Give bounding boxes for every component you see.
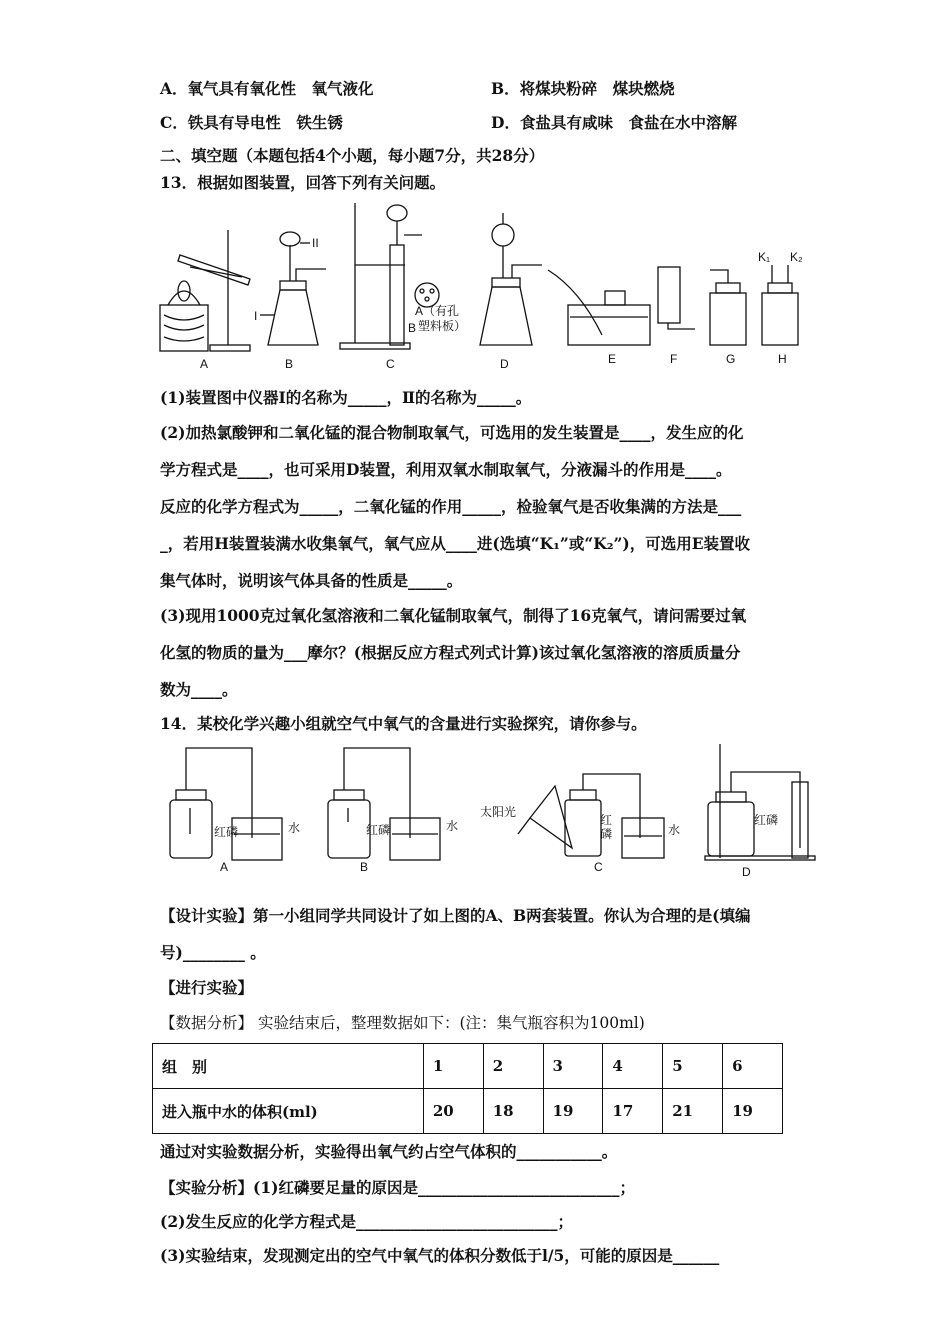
option-d: D．食盐具有咸味 食盐在水中溶解 xyxy=(491,113,737,132)
table-group: 2 xyxy=(483,1044,543,1089)
q13-part2-line1: (2)加热氯酸钾和二氧化锰的混合物制取氧气，可选用的发生装置是____，发生应的化 xyxy=(160,423,744,442)
table-group: 4 xyxy=(603,1044,663,1089)
c-red: 红 xyxy=(600,813,613,827)
table-group: 6 xyxy=(723,1044,783,1089)
q13-stem: 13．根据如图装置，回答下列有关问题。 xyxy=(160,173,446,192)
label-a: A xyxy=(200,357,209,371)
apparatus-h xyxy=(762,265,798,345)
c-water: 水 xyxy=(668,823,681,837)
label-k2: K₂ xyxy=(790,250,803,264)
q13-part3-line1: (3)现用1000克过氧化氢溶液和二氧化锰制取氧气，制得了16克氧气，请问需要过氧 xyxy=(160,606,747,625)
table-value: 19 xyxy=(543,1089,603,1134)
label-c: C xyxy=(386,357,395,371)
option-c: C．铁具有导电性 铁生锈 xyxy=(160,113,343,132)
setup-c-label: C xyxy=(594,860,603,874)
label-roman1: I xyxy=(254,309,258,323)
table-group: 3 xyxy=(543,1044,603,1089)
q13-part3-line2: 化氢的物质的量为___摩尔？(根据反应方程式列式计算)该过氧化氢溶液的溶质质量分 xyxy=(160,643,741,662)
label-roman2: II xyxy=(312,236,319,250)
b-red-p: 红磷 xyxy=(366,823,391,837)
conduct-heading: 【进行实验】 xyxy=(160,978,254,997)
table-value: 18 xyxy=(483,1089,543,1134)
q13-apparatus-figure xyxy=(150,195,820,375)
apparatus-f xyxy=(658,267,695,329)
q13-part2-line4: _，若用H装置装满水收集氧气，氧气应从____进(选填“K₁”或“K₂”)，可选用E装置收 xyxy=(160,534,751,553)
label-c-plate: 塑料板） xyxy=(418,319,467,333)
label-c-b: B xyxy=(408,321,417,335)
apparatus-e xyxy=(548,270,650,345)
design-line1: 【设计实验】第一小组同学共同设计了如上图的A、B两套装置。你认为合理的是(填编 xyxy=(160,906,751,925)
table-header-label: 组 别 xyxy=(153,1044,424,1089)
q14-stem: 14．某校化学兴趣小组就空气中氧气的含量进行实验探究，请你参与。 xyxy=(160,714,647,733)
q13-part3-line3: 数为____。 xyxy=(160,680,238,699)
analysis-line xyxy=(160,1013,645,1033)
table-value: 19 xyxy=(723,1089,783,1134)
table-row-label: 进入瓶中水的体积(ml) xyxy=(153,1089,424,1134)
c-sunlight: 太阳光 xyxy=(480,805,517,819)
setup-d-label: D xyxy=(742,865,751,878)
label-k1: K₁ xyxy=(758,250,771,264)
option-a: A．氧气具有氧化性 氧气液化 xyxy=(160,79,374,98)
option-b: B．将煤块粉碎 煤块燃烧 xyxy=(491,79,675,98)
exp-analysis-2: (2)发生反应的化学方程式是__________________________； xyxy=(160,1212,573,1231)
label-c-a: A（有孔 xyxy=(415,304,460,318)
analysis-label: 【数据分析】 xyxy=(160,1014,254,1032)
label-b: B xyxy=(285,357,294,371)
design-line2: 号)________ 。 xyxy=(160,943,266,962)
label-d: D xyxy=(500,357,509,371)
setup-a-label: A xyxy=(220,860,229,874)
exp-analysis-1: 【实验分析】(1)红磷要足量的原因是__________________________； xyxy=(160,1178,635,1197)
q13-part2-line5: 集气体时，说明该气体具备的性质是_____。 xyxy=(160,571,463,590)
setup-d xyxy=(705,744,815,860)
section-heading: 二、填空题（本题包括4个小题，每小题7分，共28分） xyxy=(160,146,545,165)
a-red-p: 红磷 xyxy=(214,825,239,839)
table-group: 5 xyxy=(663,1044,723,1089)
d-red-p: 红磷 xyxy=(754,813,779,827)
apparatus-a xyxy=(160,230,250,351)
label-e: E xyxy=(608,352,617,366)
table-group: 1 xyxy=(423,1044,483,1089)
data-table xyxy=(152,1043,783,1134)
setup-c xyxy=(518,774,664,858)
q13-part1: (1)装置图中仪器Ⅰ的名称为_____，Ⅱ的名称为_____。 xyxy=(160,388,532,407)
label-g: G xyxy=(726,352,736,366)
setup-b-label: B xyxy=(360,860,369,874)
b-water: 水 xyxy=(446,819,459,833)
table-row-values xyxy=(153,1089,783,1134)
q13-part2-line3: 反应的化学方程式为_____，二氧化锰的作用_____，检验氧气是否收集满的方法是___ xyxy=(160,497,742,516)
setup-a xyxy=(170,748,282,860)
table-value: 21 xyxy=(663,1089,723,1134)
analysis-text: 实验结束后，整理数据如下：(注：集气瓶容积为100ml) xyxy=(253,1014,645,1032)
label-f: F xyxy=(670,352,678,366)
q14-apparatus-figure xyxy=(160,738,825,878)
label-h: H xyxy=(778,352,787,366)
q13-part2-line2: 学方程式是____，也可采用D装置，利用双氧水制取氧气，分液漏斗的作用是____。 xyxy=(160,460,732,479)
exp-analysis-3: (3)实验结束，发现测定出的空气中氧气的体积分数低于l/5，可能的原因是______ xyxy=(160,1246,720,1265)
table-value: 17 xyxy=(603,1089,663,1134)
setup-b xyxy=(328,748,440,860)
table-row-header xyxy=(153,1044,783,1089)
table-value: 20 xyxy=(423,1089,483,1134)
a-water: 水 xyxy=(288,821,301,835)
apparatus-d xyxy=(480,213,542,345)
c-phos: 磷 xyxy=(600,827,613,841)
apparatus-g xyxy=(710,270,746,345)
conclusion: 通过对实验数据分析，实验得出氧气约占空气体积的___________。 xyxy=(160,1142,618,1161)
